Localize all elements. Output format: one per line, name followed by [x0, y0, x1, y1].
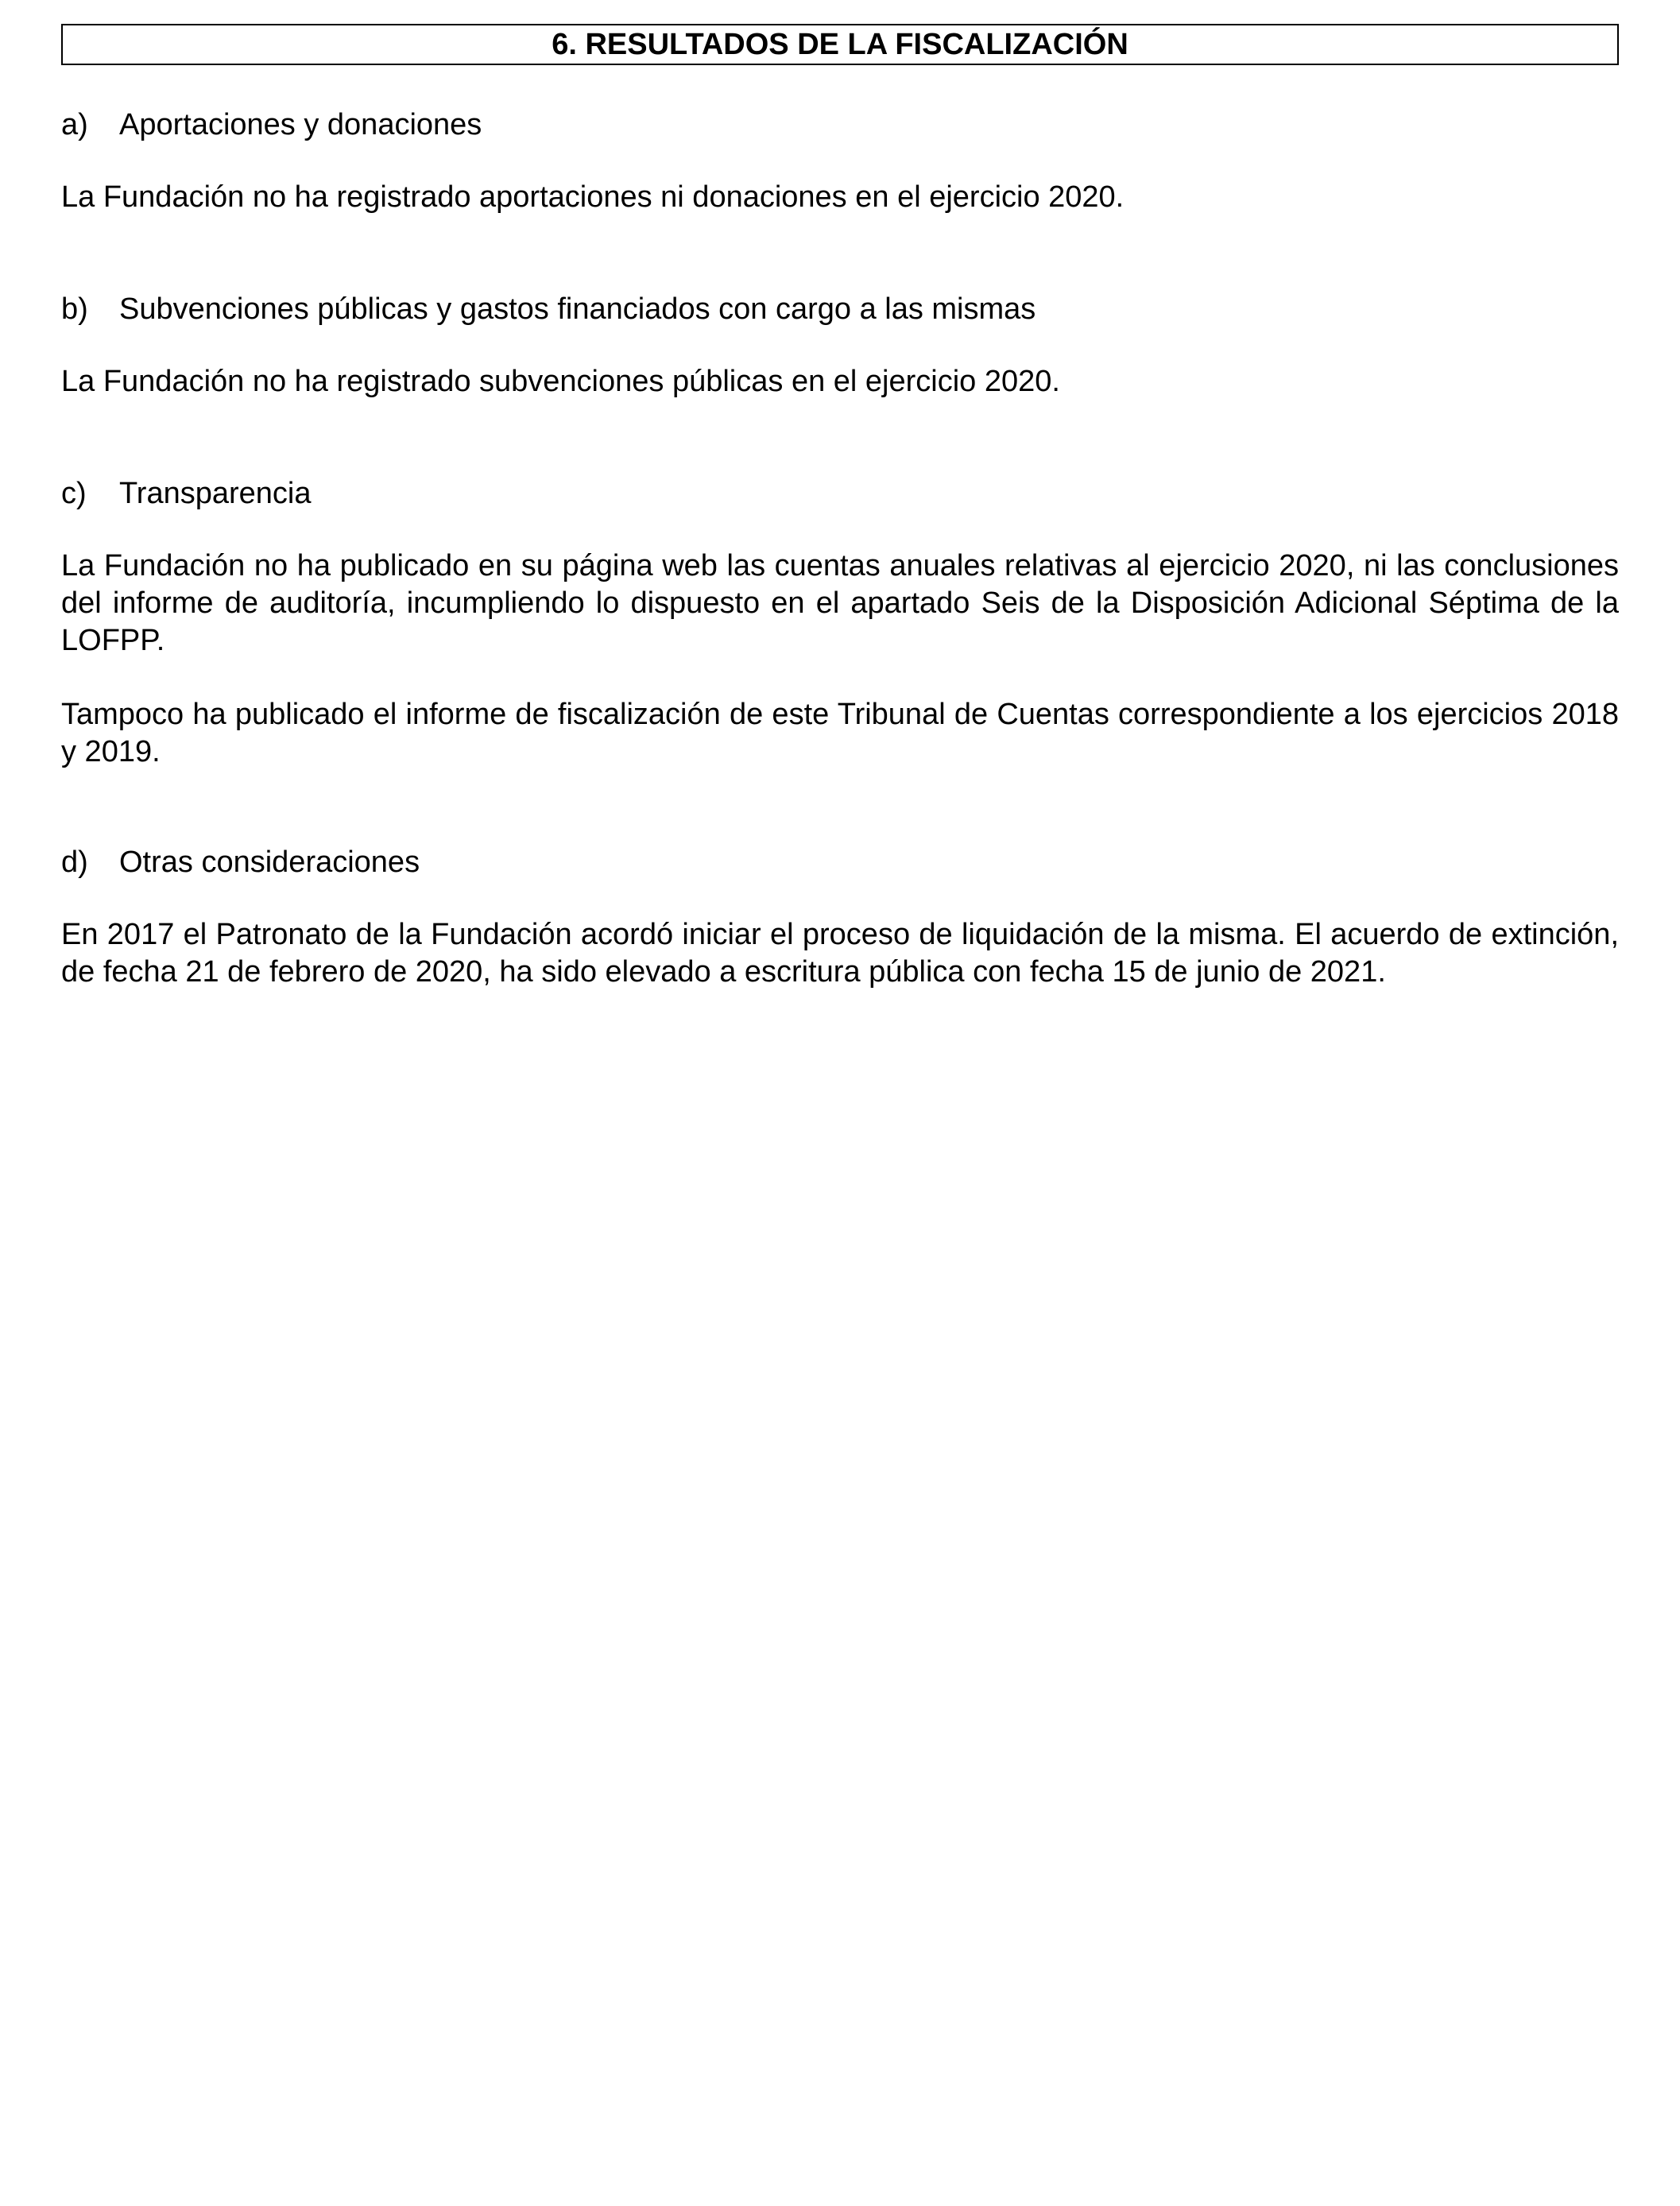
paragraph-aportaciones: La Fundación no ha registrado aportaciones ni donaciones en el ejercicio 2020. [61, 180, 1125, 214]
heading-letter: a) [61, 108, 88, 141]
paragraph-transparencia-2: Tampoco ha publicado el informe de fiscalización de este Tribunal de Cuentas correspondiente a los ejercicios 2018 y 2019. [61, 698, 1619, 768]
heading-text: Aportaciones y donaciones [119, 108, 482, 141]
heading-otras-consideraciones [61, 843, 1619, 881]
document-page [61, 24, 1619, 991]
heading-subvenciones [61, 290, 1619, 328]
section-title: 6. RESULTADOS DE LA FISCALIZACIÓN [61, 24, 1619, 65]
heading-letter: c) [61, 477, 87, 510]
heading-text: Otras consideraciones [119, 846, 420, 879]
heading-text: Subvenciones públicas y gastos financiados con cargo a las mismas [119, 292, 1036, 326]
heading-letter: b) [61, 292, 88, 326]
heading-text: Transparencia [119, 477, 312, 510]
heading-transparencia [61, 474, 1619, 513]
paragraph-otras-consideraciones: En 2017 el Patronato de la Fundación acordó iniciar el proceso de liquidación de la misma. El acuerdo de extinción, de fecha 21 de febrero de 2020, ha sido elevado a escritura pública con fecha 15 de junio de 2021. [61, 918, 1619, 989]
heading-aportaciones [61, 106, 1619, 144]
paragraph-subvenciones: La Fundación no ha registrado subvenciones públicas en el ejercicio 2020. [61, 365, 1060, 398]
paragraph-transparencia-1: La Fundación no ha publicado en su página web las cuentas anuales relativas al ejercicio 2020, ni las conclusiones del informe de auditoría, incumpliendo lo dispuesto en el apartado Seis de la Disposición Adicional Séptima de la LOFPP. [61, 549, 1619, 657]
heading-letter: d) [61, 846, 88, 879]
